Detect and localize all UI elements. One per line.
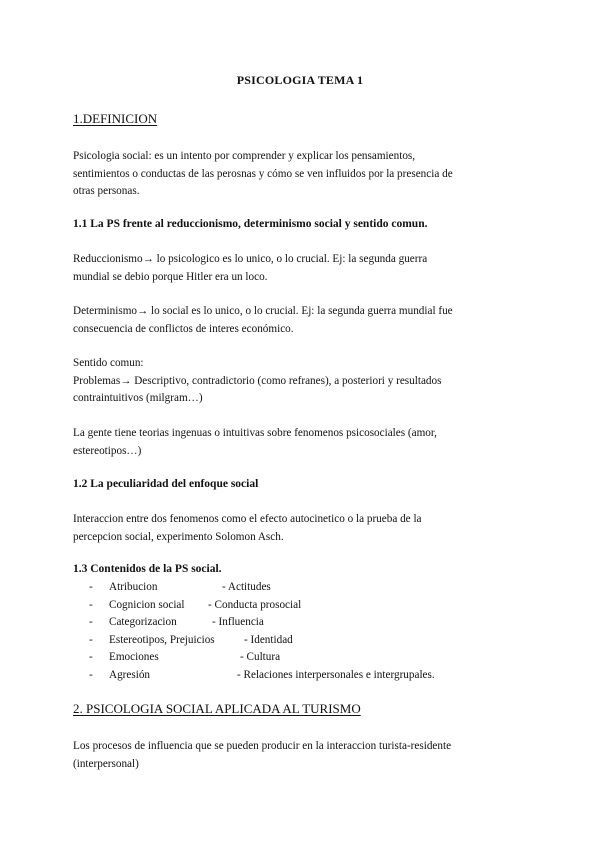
turismo-paragraph (73, 738, 533, 773)
text-line: Psicologia social: es un intento por comprender y explicar los pensamientos, (73, 150, 416, 162)
subsection-heading-1-2: 1.2 La peculiaridad del enfoque social (73, 478, 259, 490)
text-line: contraintuitivos (milgram…) (73, 392, 203, 404)
list-item-left: Atribucion (109, 581, 158, 593)
text-line: Interaccion entre dos fenomenos como el efecto autocinetico o la prueba de la (73, 513, 422, 525)
list-item-left: Agresión (109, 668, 151, 681)
text-line: Sentido comun: (73, 357, 144, 369)
teorias-paragraph (73, 425, 533, 460)
document-page: PSICOLOGIA TEMA 1 1.DEFINICION Psicologia social: es un intento por comprender y explicar los pensamientos, sentimientos o conductas de las perosnas y cómo se ven influidos por la presencia de otras personas. 1.1 La PS frente al reduccionismo, determinismo social y sentido comun. Reduccionismo→ lo psicologico es lo unico, o lo crucial. Ej: la segunda guerra mundial se debio porque Hitler era un loco. Determinismo→ lo social es lo unico, o lo crucial. Ej: la segunda guerra mundial fue consecuencia de conflictos de interes económico. Sentido comun: Problemas→ Descriptivo, contradictorio (como refranes), a posteriori y resultados contraintuitivos (milgram…) La gente tiene teorias ingenuas o intuitivas sobre fenomenos psicosociales (amor, estereotipos…) 1.2 La peculiaridad del enfoque social Interaccion entre dos fenomenos como el efecto autocinetico o la prueba de la percepcion social, experimento Solomon Asch. 1.3 Contenidos de la PS social. - Atribucion - Actitudes - Cognicion social - Conducta prosocial - Categorizacion - Influencia - Estereotipos, Prejuicios - Identidad - Emociones - Cultura - Agresión - Relaciones interpersonales e intergrupales. 2. PSICOLOGIA SOCIAL APLICADA AL TURISMO Los procesos de influencia que se pueden producir en la interaccion turista-residente (interpersonal) (0, 0, 600, 848)
sentido-comun-paragraph (73, 355, 533, 408)
reduccionismo-paragraph (73, 251, 533, 286)
text-line: sentimientos o conductas de las perosnas y cómo se ven influidos por la presencia de (73, 167, 453, 180)
subsection-heading-1-1: 1.1 La PS frente al reduccionismo, determinismo social y sentido comun. (73, 218, 428, 230)
text-line: mundial se debio porque Hitler era un loco. (73, 270, 268, 283)
text-line: otras personas. (73, 185, 140, 197)
definition-paragraph (73, 148, 533, 201)
list-item-right: - Influencia (212, 616, 264, 628)
list-item-left: Categorizacion (109, 616, 177, 628)
section-heading-psicologia-turismo: 2. PSICOLOGIA SOCIAL APLICADA AL TURISMO (73, 701, 361, 716)
text-line: Determinismo→ lo social es lo unico, o lo crucial. Ej: la segunda guerra mundial fue (73, 305, 453, 317)
list-item-left: Cognicion social (109, 598, 185, 611)
text-line: La gente tiene teorias ingenuas o intuitivas sobre fenomenos psicosociales (amor, (73, 427, 437, 439)
enfoque-social-paragraph (73, 511, 533, 546)
list-item-right: - Relaciones interpersonales e intergrupales. (237, 668, 435, 681)
list-item-left: Emociones (109, 651, 159, 663)
text-line: estereotipos…) (73, 444, 142, 457)
list-item-right: - Cultura (240, 651, 281, 663)
list-item-right: - Identidad (244, 633, 293, 646)
text-line: percepcion social, experimento Solomon Asch. (73, 530, 284, 543)
text-line: (interpersonal) (73, 757, 139, 770)
subsection-heading-1-3: 1.3 Contenidos de la PS social. (73, 563, 222, 575)
text-line: Reduccionismo→ lo psicologico es lo unico, o lo crucial. Ej: la segunda guerra (73, 253, 428, 265)
list-item-right: - Actitudes (222, 581, 271, 593)
list-item-right: - Conducta prosocial (208, 598, 302, 611)
determinismo-paragraph (73, 303, 533, 338)
section-heading-definicion: 1.DEFINICION (73, 111, 158, 126)
text-line: Problemas→ Descriptivo, contradictorio (como refranes), a posteriori y resultados (73, 374, 442, 387)
text-line: consecuencia de conflictos de interes económico. (73, 322, 294, 335)
text-line: Los procesos de influencia que se pueden producir en la interaccion turista-residente (73, 740, 452, 752)
list-item-left: Estereotipos, Prejuicios (109, 633, 215, 646)
document-title: PSICOLOGIA TEMA 1 (236, 73, 364, 87)
